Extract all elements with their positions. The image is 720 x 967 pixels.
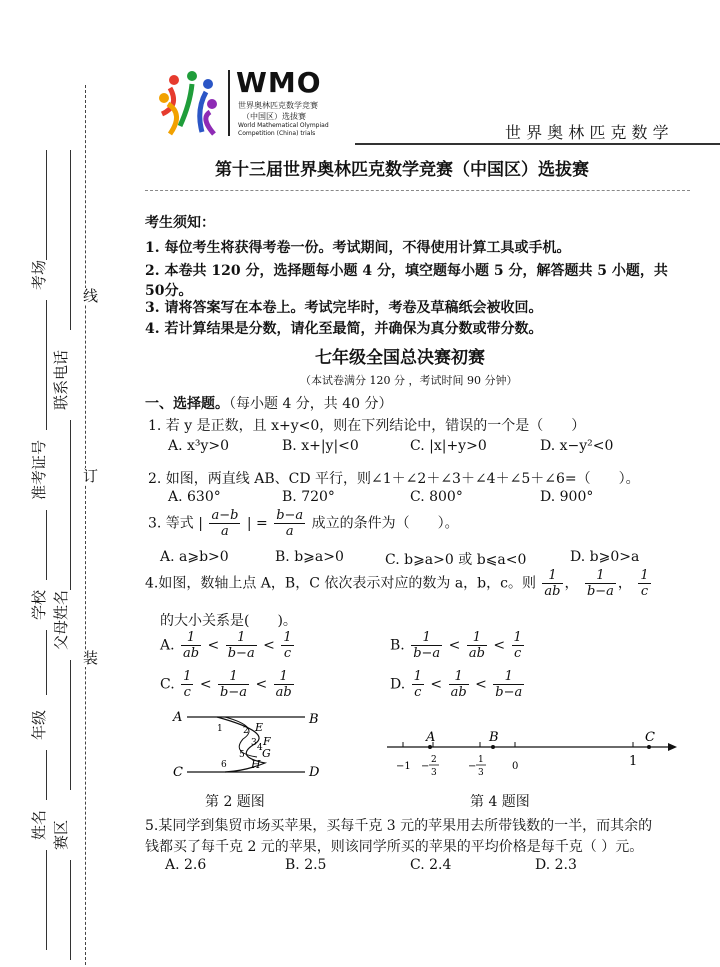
q3-option-d: D. b⩾0>a [570,549,640,565]
q1-option-c: C. |x|+y>0 [410,438,487,454]
fig2-label-G: G [262,747,271,760]
side-label-ding: 订 [81,468,99,485]
q2-option-c: C. 800° [410,489,463,505]
fig2-num-2: 2 [243,726,249,736]
q4-option-b: B. $\frac{1}{b-a}$ < $\frac{1}{ab}$ < $\frac{1}{c}$ [390,630,522,661]
fig4-tick-minus1: −1 [396,761,411,772]
section-1-heading: 一、选择题。（每小题 4 分，共 40 分） [145,396,393,412]
title-divider [145,190,690,191]
q5-option-d: D. 2.3 [535,857,577,873]
side-label-kaochang: 考场 [30,259,48,290]
figure-2-diagram [165,705,335,785]
notice-item-2: 2. 本卷共 120 分，选择题每小题 4 分，填空题每小题 5 分，解答题共 5 小题，共 [145,263,668,279]
fig2-label-C: C [173,765,183,780]
fig4-tick-1: 1 [629,754,638,769]
fig2-label-B: B [309,712,319,727]
fig4-tick-1-3-minus: − [468,761,477,772]
notice-item-2b: 50分。 [145,283,193,299]
notice-item-3: 3. 请将答案写在本卷上。考试完毕时，考卷及草稿纸会被收回。 [145,300,543,316]
logo-line-3: World Mathematical Olympiad [238,122,329,129]
wmo-logo [150,66,350,140]
fig2-num-5: 5 [239,750,245,760]
q1-option-d: D. x−y²<0 [540,438,614,454]
figure-4-caption: 第 4 题图 [470,794,530,810]
q3-option-b: B. b⩾a>0 [275,549,344,565]
figure-4-number-line [385,725,685,780]
binding-dashed-line [85,85,86,965]
q5-stem-1: 5.某同学到集贸市场买苹果，买每千克 3 元的苹果用去所带钱数的一半，而其余的 [145,818,653,834]
q3-option-c: C. b⩾a>0 或 b⩽a<0 [385,552,527,568]
q2-option-b: B. 720° [282,489,335,505]
header-right-text: 世 界 奥 林 匹 克 数 学 [505,123,669,142]
page-title: 第十三届世界奥林匹克数学竞赛（中国区）选拔赛 [215,160,589,180]
fig2-label-H: H [251,758,261,771]
side-label-xingming: 姓名 [30,809,48,840]
figure-2-caption: 第 2 题图 [205,794,265,810]
q4-stem-2: 的大小关系是( )。 [160,613,297,629]
side-label-lianxi: 联系电话 [52,349,70,410]
q2-option-d: D. 900° [540,489,594,505]
side-label-saiqu: 赛区 [52,819,70,850]
fig2-num-3: 3 [251,738,257,748]
q2-option-a: A. 630° [168,489,221,505]
fig2-label-A: A [173,710,183,725]
side-label-zhuang: 装 [81,650,99,667]
q1-stem: 1. 若 y 是正数，且 x+y<0，则在下列结论中，错误的一个是（ ） [148,418,586,434]
q5-stem-2: 钱都买了每千克 2 元的苹果，则该同学所买的苹果的平均价格是每千克（ ）元。 [145,839,644,855]
q3-stem: 3. 等式 | $\frac{a-b}{a}$ | = $\frac{b-a}{a}$ 成立的条件为（ ）。 [148,508,459,539]
fig2-num-1: 1 [217,724,223,734]
side-label-nianji: 年级 [30,709,48,740]
q4-stem: 4.如图，数轴上点 A，B，C 依次表示对应的数为 a，b，c。则 $\frac{1}{ab}$ ， $\frac{1}{b-a}$ ， $\frac{1}{c}$ [145,568,649,599]
q4-option-c: C. $\frac{1}{c}$ < $\frac{1}{b-a}$ < $\frac{1}{ab}$ [160,669,292,700]
logo-wordmark: WMO [236,66,322,99]
exam-subtitle: （本试卷满分 120 分 ，考试时间 90 分钟） [300,374,518,387]
fig4-point-C: C [645,730,655,745]
q3-option-a: A. a⩾b>0 [160,549,229,565]
q2-stem: 2. 如图，两直线 AB、CD 平行，则∠1＋∠2＋∠3＋∠4＋∠5＋∠6=（ ）。 [148,471,640,487]
fig2-label-E: E [255,721,264,734]
q5-option-a: A. 2.6 [165,857,207,873]
logo-line-2: （中国区）选拔赛 [242,112,306,121]
q1-option-b: B. x+|y|<0 [282,438,359,454]
notice-item-1: 1. 每位考生将获得考卷一份。考试期间，不得使用计算工具或手机。 [145,240,571,256]
logo-mark-icon [150,70,228,140]
fig2-label-D: D [309,765,320,780]
fig4-tick-1-3-num: 1 [478,755,484,765]
side-label-zhunkao: 准考证号 [30,439,48,500]
q4-option-d: D. $\frac{1}{c}$ < $\frac{1}{ab}$ < $\frac{1}{b-a}$ [390,669,523,700]
fig2-label-F: F [263,735,271,748]
fig4-point-B: B [489,730,499,745]
fig4-tick-2-3-minus: − [421,761,430,772]
q5-option-c: C. 2.4 [410,857,452,873]
fig2-num-4: 4 [257,743,263,753]
q4-option-a: A. $\frac{1}{ab}$ < $\frac{1}{b-a}$ < $\frac{1}{c}$ [160,630,292,661]
fig2-num-6: 6 [221,760,227,770]
notice-item-4: 4. 若计算结果是分数，请化至最简，并确保为真分数或带分数。 [145,321,543,337]
q1-option-a: A. x³y>0 [168,438,230,454]
logo-line-1: 世界奥林匹克数学竞赛 [238,101,318,110]
side-label-xian: 线 [81,288,99,305]
side-label-xuexiao: 学校 [30,589,48,620]
fig4-tick-2-3-den: 3 [431,768,437,778]
fig4-point-A: A [426,730,436,745]
fig4-tick-0: 0 [512,761,519,772]
logo-line-4: Competition (China) trials [238,130,316,137]
fig4-tick-1-3-den: 3 [478,768,484,778]
fig4-tick-2-3-num: 2 [431,755,437,765]
q5-option-b: B. 2.5 [285,857,327,873]
exam-title: 七年级全国总决赛初赛 [315,348,485,368]
notice-heading: 考生须知： [145,215,215,231]
side-label-fuxing: 父母姓名 [52,589,70,650]
